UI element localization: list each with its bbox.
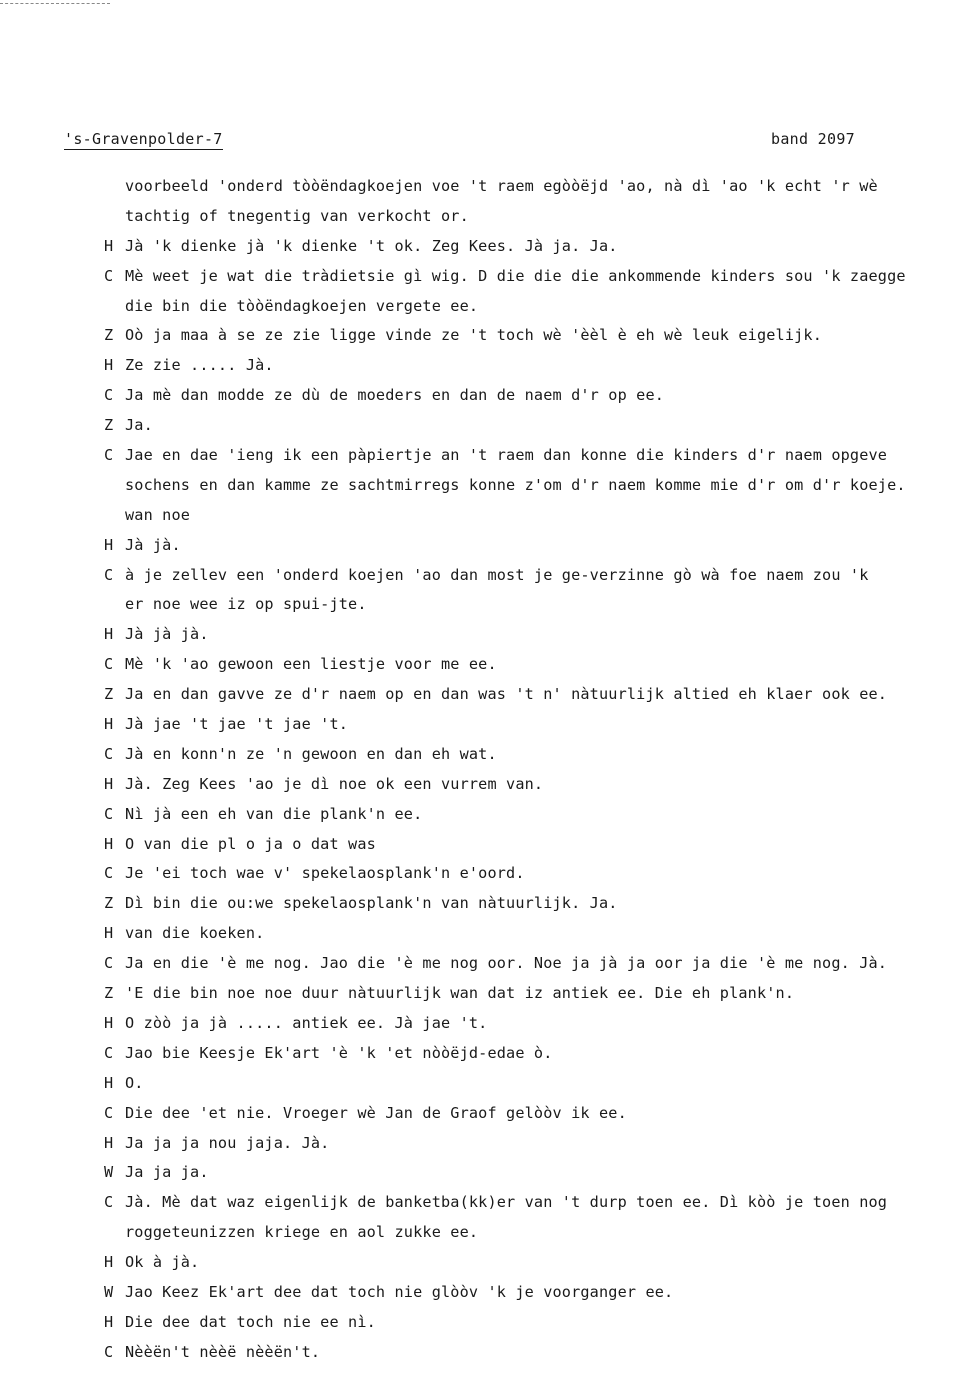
transcript-line (104, 1308, 964, 1338)
utterance-text: Nèèën't nèèë nèèën't. (125, 1342, 321, 1361)
utterance-text: sochens en dan kamme ze sachtmirregs konne z'om d'r naem komme mie d'r om d'r koeje. (125, 475, 906, 494)
utterance-text: Ja mè dan modde ze dù de moeders en dan de naem d'r op ee. (125, 386, 665, 405)
transcript-line (104, 590, 964, 620)
utterance-text: Die dee dat toch nie ee nì. (125, 1312, 376, 1331)
transcript-line (104, 620, 964, 650)
transcript-line (104, 561, 964, 591)
speaker-label: Z (104, 326, 114, 345)
utterance-text: Ja ja ja nou jaja. Jà. (125, 1133, 330, 1152)
utterance-text: Je 'ei toch wae v' spekelaosplank'n e'oord. (125, 864, 525, 883)
utterance-text: Dì bin die ou:we spekelaosplank'n van nàtuurlijk. Ja. (125, 894, 618, 913)
page-header (64, 130, 855, 154)
utterance-text: Ja en die 'è me nog. Jao die 'è me nog oor. Noe ja jà ja oor ja die 'è me nog. Jà. (125, 954, 888, 973)
transcript-line (104, 1069, 964, 1099)
speaker-label: Z (104, 416, 114, 435)
utterance-text: O. (125, 1073, 144, 1092)
speaker-label: H (104, 1312, 114, 1331)
utterance-text: Ok à jà. (125, 1253, 200, 1272)
transcript-line (104, 262, 964, 292)
speaker-label: H (104, 924, 114, 943)
speaker-label: W (104, 1163, 114, 1182)
top-scan-rule (0, 3, 110, 4)
location-title: 's-Gravenpolder-7 (64, 130, 223, 148)
transcript-line (104, 1009, 964, 1039)
transcript-line (104, 800, 964, 830)
utterance-text: wan noe (125, 505, 191, 524)
utterance-text: à je zellev een 'onderd koejen 'ao dan most je ge-verzinne gò wà foe naem zou 'k (125, 565, 869, 584)
utterance-text: Jà 'k dienke jà 'k dienke 't ok. Zeg Kees. Jà ja. Ja. (125, 236, 618, 255)
utterance-text: Ja ja ja. (125, 1163, 209, 1182)
utterance-text: Jà jà jà. (125, 625, 209, 644)
utterance-text: die bin die tòòëndagkoejen vergete ee. (125, 296, 479, 315)
utterance-text: Mè 'k 'ao gewoon een liestje voor me ee. (125, 655, 497, 674)
utterance-text: voorbeeld 'onderd tòòëndagkoejen voe 't raem egòòëjd 'ao, nà dì 'ao 'k echt 'r wè (125, 177, 878, 195)
transcript-line (104, 292, 964, 322)
utterance-text: O zòò ja jà ..... antiek ee. Jà jae 't. (125, 1013, 488, 1032)
utterance-text: Jà en konn'n ze 'n gewoon en dan eh wat. (125, 744, 497, 763)
speaker-label: H (104, 834, 114, 853)
speaker-label: Z (104, 894, 114, 913)
transcript-line (104, 830, 964, 860)
speaker-label: C (104, 655, 114, 674)
transcript-line (104, 1218, 964, 1248)
utterance-text: Jao bie Keesje Ek'art 'è 'k 'et nòòëjd-edae ò. (125, 1043, 553, 1062)
utterance-text: tachtig of tnegentig van verkocht or. (125, 206, 469, 225)
speaker-label: C (104, 744, 114, 763)
utterance-text: er noe wee iz op spui-jte. (125, 595, 367, 614)
transcript-line (104, 979, 964, 1009)
speaker-label: H (104, 715, 114, 734)
speaker-label: C (104, 565, 114, 584)
speaker-label: C (104, 1043, 114, 1062)
transcript-line (104, 501, 964, 531)
utterance-text: Ze zie ..... Jà. (125, 356, 274, 375)
transcript-line (104, 1099, 964, 1129)
speaker-label: C (104, 954, 114, 973)
transcript-line (104, 710, 964, 740)
transcript-line (104, 172, 964, 202)
transcript-line (104, 1039, 964, 1069)
speaker-label: C (104, 266, 114, 285)
transcript-line (104, 351, 964, 381)
utterance-text: Ja. (125, 416, 153, 435)
transcript-line (104, 889, 964, 919)
speaker-label: C (104, 864, 114, 883)
transcript-line (104, 321, 964, 351)
speaker-label: C (104, 1193, 114, 1212)
speaker-label: Z (104, 984, 114, 1003)
utterance-text: Jà jà. (125, 535, 181, 554)
transcript-line (104, 1248, 964, 1278)
transcript-line (104, 232, 964, 262)
utterance-text: Nì jà een eh van die plank'n ee. (125, 804, 423, 823)
transcript-line (104, 441, 964, 471)
utterance-text: Jao Keez Ek'art dee dat toch nie glòòv 'k je voorganger ee. (125, 1282, 674, 1301)
utterance-text: Jà. Zeg Kees 'ao je dì noe ok een vurrem van. (125, 774, 544, 793)
utterance-text: Mè weet je wat die tràdietsie gì wig. D die die die ankommende kinders sou 'k zaegge (125, 266, 906, 285)
speaker-label: H (104, 236, 114, 255)
utterance-text: Jae en dae 'ieng ik een pàpiertje an 't raem dan konne die kinders d'r naem opgeve (125, 446, 888, 465)
utterance-text: O van die pl o ja o dat was (125, 834, 376, 853)
speaker-label: C (104, 1342, 114, 1361)
transcript-line (104, 1129, 964, 1159)
utterance-text: Jà. Mè dat waz eigenlijk de banketba(kk)er van 't durp toen ee. Dì kòò je toen nog (125, 1193, 888, 1212)
speaker-label: H (104, 1253, 114, 1272)
transcript-line (104, 919, 964, 949)
speaker-label: H (104, 356, 114, 375)
transcript-line (104, 650, 964, 680)
speaker-label: H (104, 535, 114, 554)
transcript-line (104, 1338, 964, 1368)
speaker-label: H (104, 1013, 114, 1032)
utterance-text: Ja en dan gavve ze d'r naem op en dan was 't n' nàtuurlijk altied eh klaer ook ee. (125, 685, 888, 704)
transcript-line (104, 1278, 964, 1308)
utterance-text: Oò ja maa à se ze zie ligge vinde ze 't toch wè 'èèl è eh wè leuk eigelijk. (125, 326, 823, 345)
speaker-label: C (104, 446, 114, 465)
speaker-label: C (104, 1103, 114, 1122)
utterance-text: Jà jae 't jae 't jae 't. (125, 715, 349, 734)
utterance-text: van die koeken. (125, 924, 265, 943)
transcript-line (104, 531, 964, 561)
utterance-text: 'E die bin noe noe duur nàtuurlijk wan dat iz antiek ee. Die eh plank'n. (125, 984, 795, 1003)
transcript-line (104, 949, 964, 979)
transcript-line (104, 1188, 964, 1218)
transcript-line (104, 1158, 964, 1188)
utterance-text: roggeteunizzen kriege en aol zukke ee. (125, 1223, 479, 1242)
transcript-line (104, 770, 964, 800)
transcript-line (104, 411, 964, 441)
speaker-label: C (104, 386, 114, 405)
speaker-label: H (104, 1073, 114, 1092)
transcript-line (104, 740, 964, 770)
utterance-text: Die dee 'et nie. Vroeger wè Jan de Graof gelòòv ik ee. (125, 1103, 627, 1122)
speaker-label: H (104, 625, 114, 644)
speaker-label: H (104, 1133, 114, 1152)
transcript-line (104, 859, 964, 889)
transcript-line (104, 471, 964, 501)
speaker-label: Z (104, 685, 114, 704)
speaker-label: H (104, 774, 114, 793)
speaker-label: W (104, 1282, 114, 1301)
speaker-label: C (104, 804, 114, 823)
transcript-line (104, 680, 964, 710)
transcript-body (104, 172, 964, 1368)
tape-number: band 2097 (771, 130, 855, 148)
transcript-line (104, 202, 964, 232)
transcript-line (104, 381, 964, 411)
